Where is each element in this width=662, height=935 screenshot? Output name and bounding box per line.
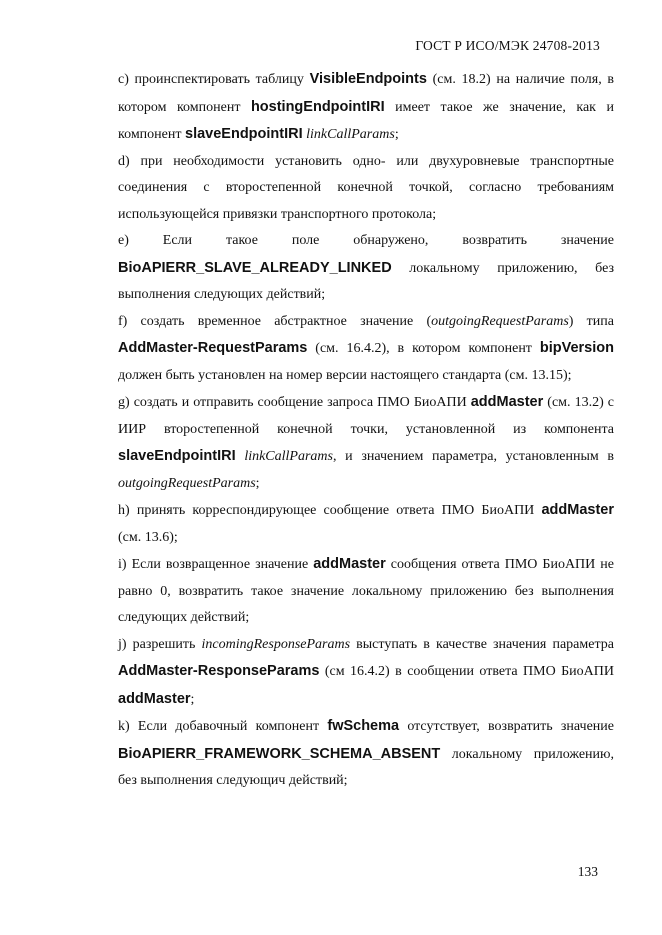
list-item-g [118,389,614,497]
term: fwSchema [327,718,400,734]
text: локальному приложению, без выполнения следующих действий; [118,260,614,302]
text: отсутствует, возвратить значение [399,719,615,734]
text: имеет такое же значение, как и компонент [118,99,614,142]
text: , и значением параметра, установленным в [332,449,615,464]
list-item-e [118,228,614,309]
page-number: 133 [577,864,598,879]
text: ) типа [568,313,614,329]
text: c) проинспектировать таблицу [118,72,310,87]
text: (см. 16.4.2), в котором компонент [307,341,540,356]
term: AddMaster-ResponseParams [118,663,320,679]
text: ; [190,691,195,707]
list-item-c [118,66,614,149]
text [236,449,245,464]
list-item-i [118,551,614,632]
text: локальному приложению, без выполнения следующич действий; [118,746,614,788]
list-item-h [118,497,614,551]
list-item-k [118,713,614,795]
italic-term: outgoingRequestParams [431,313,569,329]
text: (см. 13.6); [118,529,178,545]
text: ; [394,127,399,142]
text: f) создать временное абстрактное значение ( [118,313,432,329]
term: addMaster [541,502,614,518]
list-item-f [118,309,614,390]
term: addMaster [313,556,386,572]
text: (см 16.4.2) в сообщении ответа ПМО БиоАПИ [319,664,614,679]
text: h) принять корреспондирующее сообщение ответа ПМО БиоАПИ [118,503,542,518]
italic-term: linkCallParams [306,127,395,142]
text: g) создать и отправить сообщение запроса ПМО БиоАПИ [118,395,471,410]
term: VisibleEndpoints [309,71,427,87]
text: сообщения ответа ПМО БиоАПИ не равно 0, возвратить такое значение локальному приложению без выполнения следующих действий; [118,557,614,625]
term: slaveEndpointIRI [118,448,236,464]
term: BioAPIERR_FRAMEWORK_SCHEMA_ABSENT [118,745,441,762]
term: bipVersion [539,340,614,356]
document-header: ГОСТ Р ИСО/МЭК 24708-2013 [415,38,600,53]
list-item-d [118,149,614,229]
text: ; [255,475,260,491]
list-item-j [118,632,614,714]
text: j) разрешить [118,636,202,652]
text: выступать в качестве значения параметра [350,636,614,652]
italic-term: outgoingRequestParams [118,475,256,491]
text: должен быть установлен на номер версии настоящего стандарта (см. 13.15); [118,367,572,383]
italic-term: incomingResponseParams [201,636,351,652]
text: k) Если добавочный компонент [118,719,328,734]
term: slaveEndpointIRI [185,126,303,142]
term: BioAPIERR_SLAVE_ALREADY_LINKED [118,259,392,276]
text: (см. 18.2) на наличие поля, в котором компонент [118,72,614,115]
text: i) Если возвращенное значение [118,557,314,572]
text: e) Если такое поле обнаружено, возвратить значение [118,233,614,248]
term: AddMaster-RequestParams [118,340,308,356]
term: addMaster [470,394,544,410]
term: addMaster [118,690,191,707]
italic-term: linkCallParams [244,449,333,464]
term: hostingEndpointIRI [250,98,385,115]
text: d) при необходимости установить одно- или двухуровневые транспортные соединения с второстепенной конечной точкой, согласно требованиям использующейся привязки транспортного протокола; [118,153,614,222]
text: (см. 13.2) с ИИР второстепенной конечной точки, установленной из компонента [118,395,614,437]
document-body [118,66,614,795]
